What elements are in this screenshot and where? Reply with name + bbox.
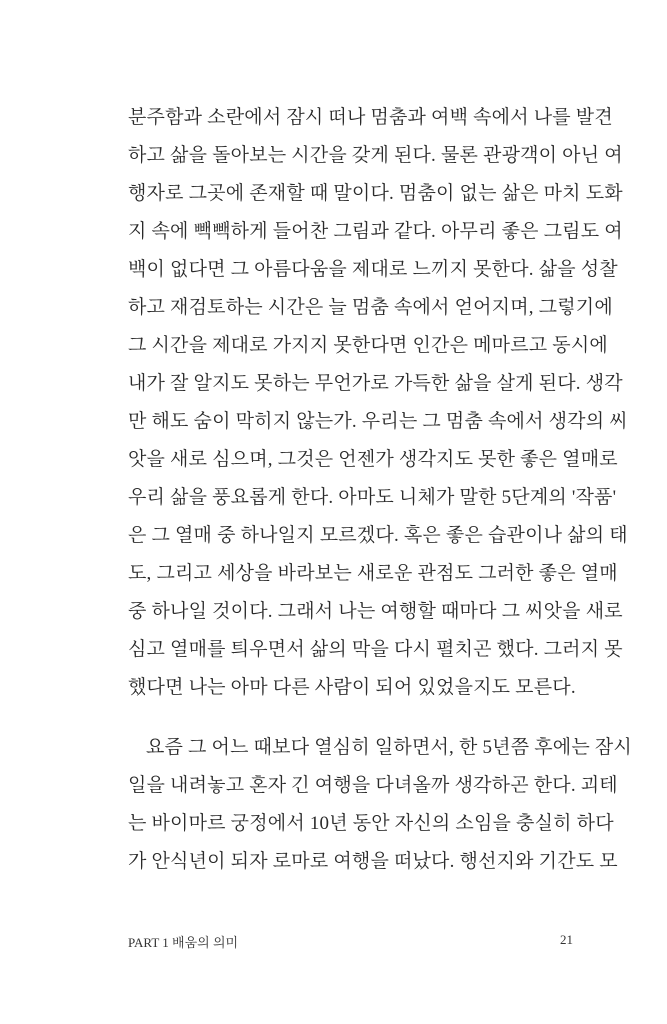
text-line: 요즘 그 어느 때보다 열심히 일하면서, 한 5년쯤 후에는 잠시 [146,737,632,758]
page-number: 21 [560,932,573,947]
text-line: 행자로 그곳에 존재할 때 말이다. 멈춤이 없는 삶은 마치 도화 [128,183,623,204]
text-line: 은 그 열매 중 하나일지 모르겠다. 혹은 좋은 습관이나 삶의 태 [128,525,628,546]
page-footer [128,932,573,951]
text-line: 했다면 나는 아마 다른 사람이 되어 있었을지도 모른다. [128,677,576,698]
text-line: 중 하나일 것이다. 그래서 나는 여행할 때마다 그 씨앗을 새로 [128,601,623,622]
text-line: 만 해도 숨이 막히지 않는가. 우리는 그 멈춤 속에서 생각의 씨 [128,411,628,432]
text-line: 우리 삶을 풍요롭게 한다. 아마도 니체가 말한 5단계의 '작품' [128,487,617,508]
text-line: 는 바이마르 궁정에서 10년 동안 자신의 소임을 충실히 하다 [128,813,614,834]
text-line: 지 속에 빽빽하게 들어찬 그림과 같다. 아무리 좋은 그림도 여 [128,221,623,242]
paragraph-2 [128,729,632,881]
text-line: 분주함과 소란에서 잠시 떠나 멈춤과 여백 속에서 나를 발견 [128,107,613,128]
text-line: 하고 삶을 돌아보는 시간을 갖게 된다. 물론 관광객이 아닌 여 [128,145,623,166]
text-line: 내가 잘 알지도 못하는 무언가로 가득한 삶을 살게 된다. 생각 [128,373,623,394]
text-line: 가 안식년이 되자 로마로 여행을 떠났다. 행선지와 기간도 모 [128,851,618,872]
text-line: 백이 없다면 그 아름다움을 제대로 느끼지 못한다. 삶을 성찰 [128,259,618,280]
running-head: PART 1 배움의 의미 [128,935,239,950]
text-line: 일을 내려놓고 혼자 긴 여행을 다녀올까 생각하곤 한다. 괴테 [128,775,618,796]
text-line: 하고 재검토하는 시간은 늘 멈춤 속에서 얻어지며, 그렇기에 [128,297,613,318]
text-line: 앗을 새로 심으며, 그것은 언젠가 생각지도 못한 좋은 열매로 [128,449,618,470]
text-line: 심고 열매를 틔우면서 삶의 막을 다시 펼치곤 했다. 그러지 못 [128,639,623,660]
text-line: 도, 그리고 세상을 바라보는 새로운 관점도 그러한 좋은 열매 [128,563,618,584]
text-line: 그 시간을 제대로 가지지 못한다면 인간은 메마르고 동시에 [128,335,608,356]
paragraph-1 [128,99,628,707]
